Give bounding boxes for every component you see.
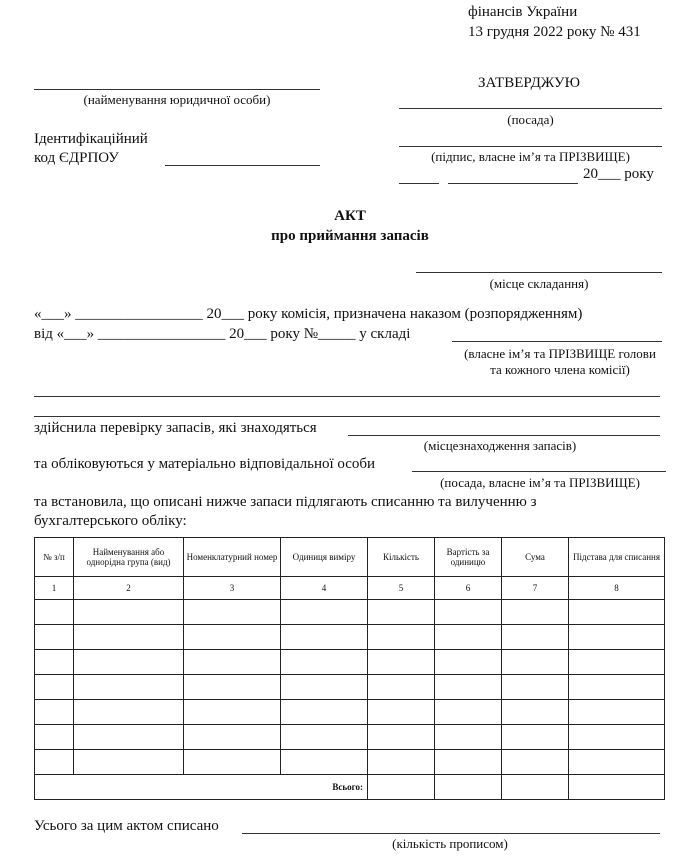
col-number-3: 3 (184, 577, 281, 600)
col-number-1: 1 (35, 577, 74, 600)
col-header-nomenclature: Номенклатурний номер (184, 538, 281, 577)
col-header-unit: Одиниця виміру (281, 538, 368, 577)
table-cell[interactable] (35, 600, 74, 625)
org-name-caption: (найменування юридичної особи) (83, 92, 271, 107)
table-cell[interactable] (502, 600, 569, 625)
col-number-5: 5 (368, 577, 435, 600)
table-cell[interactable] (435, 625, 502, 650)
table-cell[interactable] (368, 675, 435, 700)
col-number-6: 6 (435, 577, 502, 600)
edrpou-label-line1: Ідентифікаційний (34, 131, 148, 147)
table-cell[interactable] (435, 600, 502, 625)
members-extra-line-1[interactable] (34, 396, 660, 397)
total-price-cell[interactable] (435, 775, 502, 800)
table-cell[interactable] (569, 675, 665, 700)
approve-title: ЗАТВЕРДЖУЮ (478, 75, 581, 91)
table-cell[interactable] (368, 700, 435, 725)
conclusion-line2: бухгалтерського обліку: (34, 513, 187, 529)
approve-signature-caption: (підпис, власне ім’я та ПРІЗВИЩЕ) (431, 149, 630, 164)
table-cell[interactable] (368, 625, 435, 650)
table-cell[interactable] (502, 625, 569, 650)
col-number-7: 7 (502, 577, 569, 600)
table-number-row (35, 577, 665, 600)
total-reason-cell[interactable] (569, 775, 665, 800)
commission-members-field[interactable] (452, 341, 662, 342)
table-cell[interactable] (184, 675, 281, 700)
responsible-caption: (посада, власне ім’я та ПРІЗВИЩЕ) (440, 475, 640, 490)
table-cell[interactable] (281, 650, 368, 675)
responsible-field[interactable] (412, 471, 666, 472)
table-cell[interactable] (569, 600, 665, 625)
col-header-unit-price: Вартість за одиницю (435, 538, 502, 577)
table-cell[interactable] (435, 725, 502, 750)
col-header-quantity: Кількість (368, 538, 435, 577)
table-cell[interactable] (74, 625, 184, 650)
approve-month-field[interactable] (448, 183, 578, 184)
table-cell[interactable] (368, 750, 435, 775)
table-cell[interactable] (281, 700, 368, 725)
col-number-8: 8 (569, 577, 665, 600)
table-cell[interactable] (74, 600, 184, 625)
table-cell[interactable] (502, 650, 569, 675)
conclusion-line1: та встановила, що описані нижче запаси підлягають списанню та вилученню з (34, 494, 537, 510)
table-row[interactable] (35, 700, 665, 725)
table-cell[interactable] (502, 675, 569, 700)
table-row[interactable] (35, 625, 665, 650)
table-header-row (35, 538, 665, 577)
table-cell[interactable] (435, 700, 502, 725)
approve-signature-line[interactable] (399, 146, 662, 147)
table-cell[interactable] (184, 700, 281, 725)
table-cell[interactable] (74, 750, 184, 775)
table-cell[interactable] (184, 600, 281, 625)
table-cell[interactable] (35, 750, 74, 775)
col-header-sum: Сума (502, 538, 569, 577)
table-cell[interactable] (35, 625, 74, 650)
commission-line1: «___» _________________ 20___ року комісія, призначена наказом (розпорядженням) (34, 306, 583, 322)
order-ministry-line: фінансів України (468, 4, 578, 20)
table-cell[interactable] (435, 675, 502, 700)
table-cell[interactable] (35, 675, 74, 700)
col-header-reason: Підстава для списання (569, 538, 665, 577)
doc-subtitle: про приймання запасів (271, 228, 429, 244)
table-row[interactable] (35, 725, 665, 750)
table-row[interactable] (35, 675, 665, 700)
table-cell[interactable] (184, 725, 281, 750)
location-caption: (місцезнаходження запасів) (423, 438, 577, 453)
table-cell[interactable] (281, 725, 368, 750)
table-cell[interactable] (74, 675, 184, 700)
approve-position-caption: (посада) (507, 112, 554, 127)
edrpou-label-line2: код ЄДРПОУ (34, 150, 119, 166)
approve-year-text: 20___ року (583, 166, 654, 182)
members-caption-1: (власне ім’я та ПРІЗВИЩЕ голови (464, 346, 656, 361)
col-header-number: № з/п (35, 538, 74, 577)
table-cell[interactable] (368, 725, 435, 750)
table-cell[interactable] (569, 750, 665, 775)
table-row[interactable] (35, 750, 665, 775)
table-cell[interactable] (502, 725, 569, 750)
place-caption: (місце складання) (489, 276, 589, 291)
table-cell[interactable] (569, 725, 665, 750)
members-extra-line-2[interactable] (34, 416, 660, 417)
table-total-row (35, 775, 665, 800)
total-label: Всього: (35, 775, 368, 800)
approve-day-field[interactable] (399, 183, 439, 184)
table-cell[interactable] (281, 600, 368, 625)
table-cell[interactable] (35, 725, 74, 750)
col-header-name: Найменування або однорідна група (вид) (74, 538, 184, 577)
check-text: здійснила перевірку запасів, які знаходяться (34, 420, 317, 436)
commission-line2: від «___» _________________ 20___ року №_____ у складі (34, 326, 411, 342)
org-name-field[interactable] (34, 89, 320, 90)
table-cell[interactable] (184, 750, 281, 775)
table-cell[interactable] (435, 750, 502, 775)
col-number-4: 4 (281, 577, 368, 600)
table-cell[interactable] (502, 750, 569, 775)
table-cell[interactable] (569, 700, 665, 725)
table-cell[interactable] (569, 650, 665, 675)
table-cell[interactable] (184, 625, 281, 650)
table-row[interactable] (35, 650, 665, 675)
responsible-text: та обліковуються у матеріально відповідальної особи (34, 456, 376, 472)
table-cell[interactable] (281, 625, 368, 650)
total-sum-cell[interactable] (502, 775, 569, 800)
col-number-2: 2 (74, 577, 184, 600)
members-caption-2: та кожного члена комісії) (490, 362, 630, 377)
table-cell[interactable] (184, 650, 281, 675)
table-cell[interactable] (281, 675, 368, 700)
inventory-table (34, 537, 665, 800)
footer-amount-caption: (кількість прописом) (392, 836, 508, 851)
table-row[interactable] (35, 600, 665, 625)
table-cell[interactable] (281, 750, 368, 775)
table-cell[interactable] (435, 650, 502, 675)
total-quantity-cell[interactable] (368, 775, 435, 800)
location-field[interactable] (348, 435, 660, 436)
table-cell[interactable] (74, 650, 184, 675)
table-cell[interactable] (74, 725, 184, 750)
order-date-line: 13 грудня 2022 року № 431 (468, 24, 641, 40)
table-cell[interactable] (502, 700, 569, 725)
approve-position-line[interactable] (399, 108, 662, 109)
table-cell[interactable] (35, 650, 74, 675)
footer-amount-field[interactable] (242, 833, 660, 834)
doc-title: АКТ (334, 208, 366, 224)
table-cell[interactable] (368, 600, 435, 625)
table-cell[interactable] (569, 625, 665, 650)
place-field[interactable] (416, 272, 662, 273)
footer-total-text: Усього за цим актом списано (34, 818, 219, 834)
table-cell[interactable] (35, 700, 74, 725)
table-cell[interactable] (74, 700, 184, 725)
table-cell[interactable] (368, 650, 435, 675)
edrpou-field[interactable] (165, 165, 320, 166)
